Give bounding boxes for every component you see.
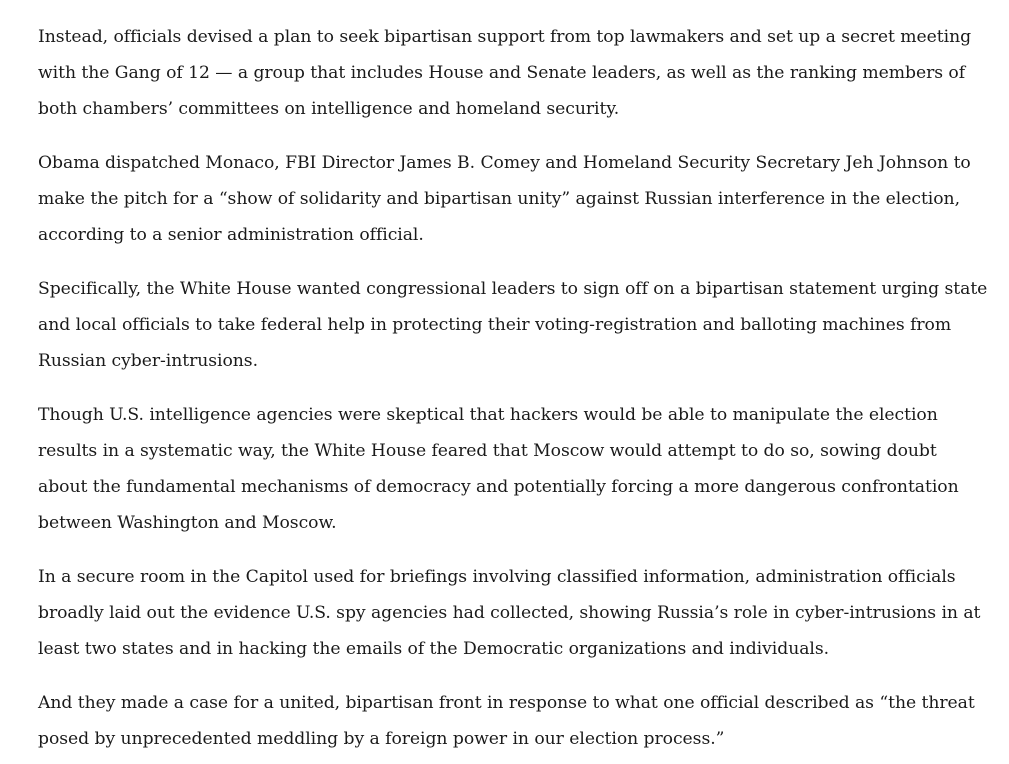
article-paragraph-1: Instead, officials devised a plan to seek bipartisan support from top lawmakers and set up a secret meeting with the Gang of 12 — a group that includes House and Senate leaders, as well as the ranking members of both chambers’ committees on intelligence and homeland security. [38, 27, 972, 119]
article-paragraph-3: Specifically, the White House wanted congressional leaders to sign off on a bipartisan statement urging state and local officials to take federal help in protecting their voting-registration and balloting machines from Russian cyber-intrusions. [38, 279, 988, 371]
article-paragraph-5: In a secure room in the Capitol used for briefings involving classified information, administration officials broadly laid out the evidence U.S. spy agencies had collected, showing Russia’s role in cyber-intrusions in at least two states and in hacking the emails of the Democratic organizations and individuals. [38, 567, 981, 659]
article-paragraph-2: Obama dispatched Monaco, FBI Director James B. Comey and Homeland Security Secretary Jeh Johnson to make the pitch for a “show of solidarity and bipartisan unity” against Russian interference in the election, according to a senior administration official. [38, 153, 971, 245]
article-paragraph-6: And they made a case for a united, bipartisan front in response to what one official described as “the threat posed by unprecedented meddling by a foreign power in our election process.” [38, 693, 975, 749]
article-paragraph-4: Though U.S. intelligence agencies were skeptical that hackers would be able to manipulate the election results in a systematic way, the White House feared that Moscow would attempt to do so, sowing doubt about the fundamental mechanisms of democracy and potentially forcing a more dangerous confrontation between Washington and Moscow. [38, 405, 959, 533]
